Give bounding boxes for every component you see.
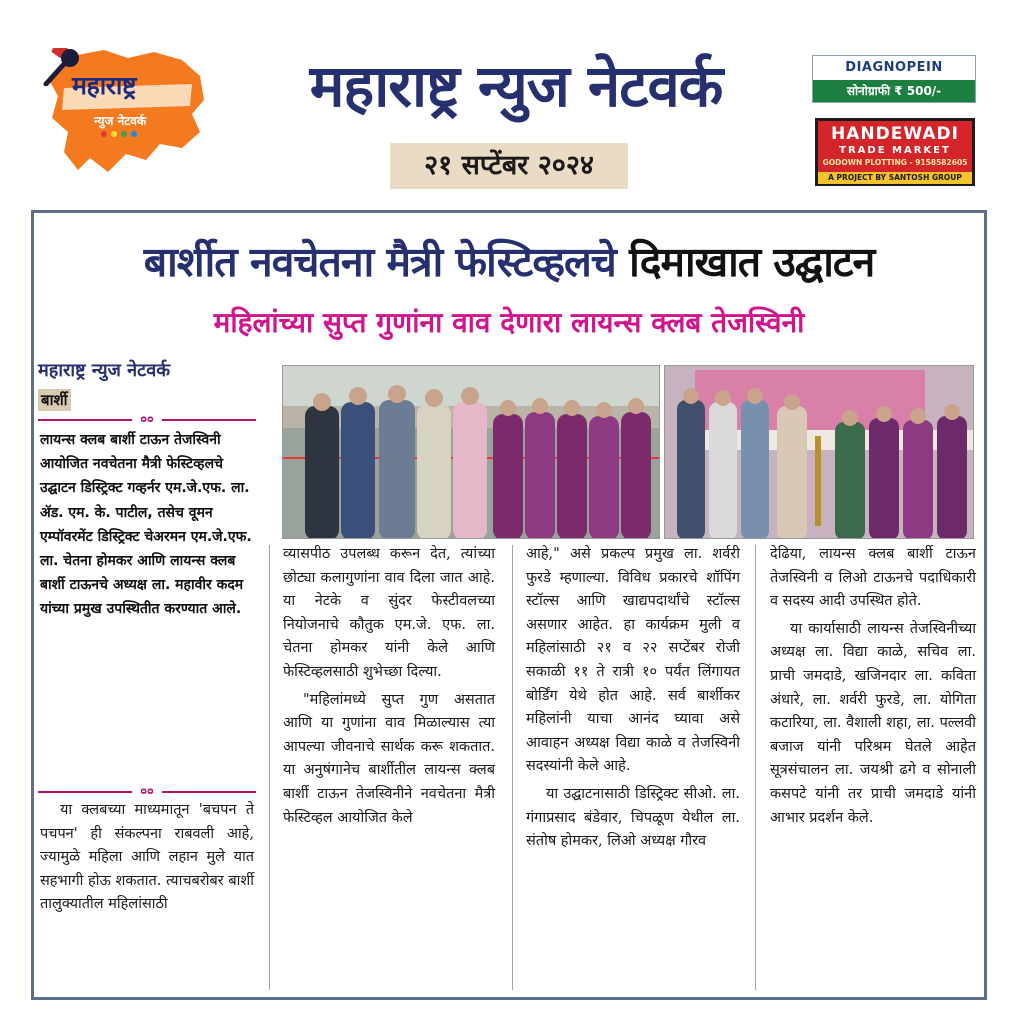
- column-rule: [755, 545, 756, 990]
- column-rule: [269, 545, 270, 990]
- issue-date: २१ सप्टेंबर २०२४: [390, 143, 628, 189]
- ornament-divider: ᴑᴑ: [38, 786, 256, 798]
- article-subheadline: महिलांच्या सुप्त गुणांना वाव देणारा लायन्स क्लब तेजस्विनी: [213, 306, 805, 339]
- paragraph: या क्लबच्या माध्यमातून 'बचपन ते पचपन' ही संकल्पना राबवली आहे, ज्यामुळे महिला आणि लहान मुले यात सहभागी होऊ शकतात. त्याचबरोबर बार्शी तालुक्यातील महिलांसाठी: [40, 802, 254, 913]
- ribbon-cutting-photo: [282, 365, 660, 539]
- diagnopein-ad[interactable]: [812, 55, 976, 103]
- paragraph: या कार्यासाठी लायन्स तेजस्विनीच्या अध्यक्ष ला. विद्या काळे, सचिव ला. प्राची जमदाडे, खजिनदार ला. कविता अंधारे, ला. शर्वरी फुरडे, ला. योगिता कटारिया, ला. वैशाली शहा, ला. पल्लवी बजाज यांनी परिश्रम घेतले आहेत सूत्रसंचालन ला. जयश्री ढगे व सोनाली कसपटे यांनी तर प्राची जमदाडे यांनी आभार प्रदर्शन केले.: [770, 620, 976, 826]
- byline: महाराष्ट्र न्युज नेटवर्क: [38, 360, 171, 381]
- ad-tagline: सोनोग्राफी ₹ 500/-: [813, 80, 975, 102]
- article-column-1: [40, 799, 254, 917]
- article-intro: लायन्स क्लब बार्शी टाऊन तेजस्विनी आयोजित नवचेतना मैत्री फेस्टिव्हलचे उद्घाटन डिस्ट्रिक्ट गव्हर्नर एम.जे.एफ. ला. ॲड. एम. के. पाटील, तसेच वूमन एम्पॉवरमेंट डिस्ट्रिक्ट चेअरमन एम.जे.एफ. ला. चेतना होमकर आणि लायन्स क्लब बार्शी टाऊनचे अध्यक्ष ला. महावीर कदम यांच्या प्रमुख उपस्थितीत करण्यात आले.: [40, 432, 252, 618]
- lamp-lighting-photo: [664, 365, 974, 539]
- paragraph: व्यासपीठ उपलब्ध करून देत, त्यांच्या छोट्या कलागुणांना वाव दिला जात आहे. या नेटके व सुंदर फेस्टीवलच्या नियोजनाचे कौतुक एम.जे. एफ. ला. चेतना होमकर यांनी केले आणि फेस्टिव्हलसाठी शुभेच्छा दिल्या.: [283, 546, 495, 680]
- headline-part1: बार्शीत नवचेतना मैत्री फेस्टिव्हलचे: [143, 238, 616, 286]
- ad-footer: A PROJECT BY SANTOSH GROUP: [818, 172, 972, 184]
- microphone-icon: [42, 48, 82, 86]
- article-column-2: [283, 543, 495, 830]
- masthead-title: महाराष्ट्र न्युज नेटवर्क: [309, 52, 723, 120]
- handewadi-ad[interactable]: [815, 118, 975, 186]
- article-headline: [33, 233, 985, 289]
- paragraph: आहे," असे प्रकल्प प्रमुख ला. शर्वरी फुरडे म्हणाल्या. विविध प्रकारचे शॉपिंग स्टॉल्स आणि खाद्यपदार्थांचे स्टॉल्स असणार आहेत. हा कार्यक्रम मुली व महिलांसाठी २१ व २२ सप्टेंबर रोजी सकाळी ११ ते रात्री १० पर्यंत लिंगायत बोर्डिंग येथे होत आहे. सर्व बार्शीकर महिलांनी याचा आनंद घ्यावा असे आवाहन अध्यक्ष विद्या काळे व तेजस्विनी सदस्यांनी केले आहे.: [526, 546, 740, 775]
- dateline-place: बार्शी: [38, 389, 71, 411]
- headline-part2: दिमाखात उद्घाटन: [629, 238, 875, 286]
- paragraph: "महिलांमध्ये सुप्त गुण असतात आणि या गुणांना वाव मिळाल्यास त्या आपल्या जीवनाचे सार्थक करू शकतात. या अनुषंगानेच बार्शीतील लायन्स क्लब बार्शी टाऊन तेजस्विनीने नवचेतना मैत्री फेस्टिव्हल आयोजित केले: [283, 691, 495, 826]
- ad-subtitle: TRADE MARKET: [839, 145, 951, 156]
- ad-brand: DIAGNOPEIN: [845, 60, 943, 75]
- newspaper-logo: [42, 48, 210, 188]
- article-column-4: [770, 543, 976, 830]
- ad-title: HANDEWADI: [831, 124, 959, 144]
- column-rule: [512, 545, 513, 990]
- ornament-divider: ᴑᴑ: [38, 414, 256, 426]
- article-column-3: [526, 543, 740, 854]
- logo-title: महाराष्ट्र: [72, 71, 137, 100]
- ad-plotting: GODOWN PLOTTING - 9158582605: [822, 158, 968, 167]
- paragraph: या उद्घाटनासाठी डिस्ट्रिक्ट सीओ. ला. गंगाप्रसाद बंडेवार, चिपळूण येथील ला. संतोष होमकर, लिओ अध्यक्ष गौरव: [526, 785, 740, 850]
- paragraph: देढिया, लायन्स क्लब बार्शी टाऊन तेजस्विनी व लिओ टाऊनचे पदाधिकारी व सदस्य आदी उपस्थित होते.: [770, 546, 976, 610]
- logo-subtitle: न्युज नेटवर्क: [94, 114, 147, 128]
